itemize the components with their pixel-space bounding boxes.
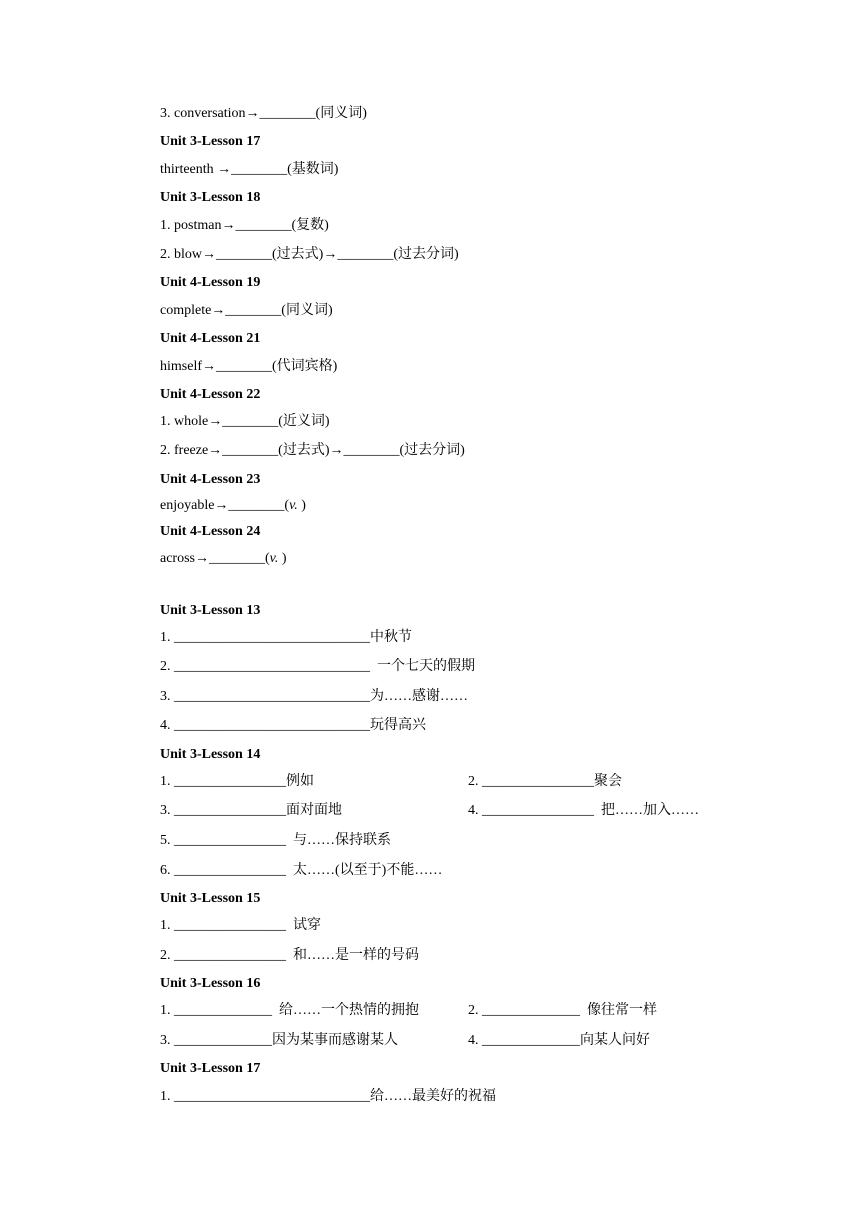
exercise-line: 2. freeze→________(过去式)→________(过去分词) <box>160 443 465 458</box>
phrase-item: 2. ________________ 和……是一样的号码 <box>160 948 419 963</box>
exercise-text: enjoyable→________( <box>160 498 290 513</box>
phrase-item: 5. ________________ 与……保持联系 <box>160 833 391 848</box>
phrase-item: 1. ____________________________给……最美好的祝福 <box>160 1089 496 1104</box>
section-heading: Unit 4-Lesson 22 <box>160 387 261 402</box>
phrase-item: 4. ________________ 把……加入…… <box>468 803 699 818</box>
phrase-item: 2. ____________________________ 一个七天的假期 <box>160 659 475 674</box>
section-heading: Unit 4-Lesson 19 <box>160 275 261 290</box>
exercise-line: 1. postman→________(复数) <box>160 218 329 233</box>
phrase-item: 3. ____________________________为……感谢…… <box>160 689 468 704</box>
exercise-line <box>160 549 287 569</box>
phrase-item: 1. ______________ 给……一个热情的拥抱 <box>160 1003 419 1018</box>
exercise-line: 3. conversation→________(同义词) <box>160 106 367 121</box>
section-heading: Unit 3-Lesson 13 <box>160 603 261 618</box>
section-heading: Unit 3-Lesson 15 <box>160 891 261 906</box>
exercise-text: across→________( <box>160 551 270 566</box>
phrase-item: 1. ________________ 试穿 <box>160 918 321 933</box>
phrase-item: 4. ______________向某人问好 <box>468 1033 650 1048</box>
phrase-item: 2. ________________聚会 <box>468 774 622 789</box>
section-heading: Unit 3-Lesson 16 <box>160 976 261 991</box>
phrase-item: 1. ________________例如 <box>160 774 314 789</box>
exercise-line: 2. blow→________(过去式)→________(过去分词) <box>160 247 459 262</box>
section-heading: Unit 4-Lesson 21 <box>160 331 261 346</box>
part-of-speech-abbr: v. <box>289 498 298 513</box>
exercise-line: thirteenth →________(基数词) <box>160 162 339 177</box>
exercise-text: ) <box>297 498 306 513</box>
phrase-item: 2. ______________ 像往常一样 <box>468 1003 657 1018</box>
part-of-speech-abbr: v. <box>269 551 279 566</box>
phrase-item: 3. ________________面对面地 <box>160 803 342 818</box>
exercise-line: complete→________(同义词) <box>160 303 333 318</box>
phrase-item: 1. ____________________________中秋节 <box>160 630 412 645</box>
exercise-line: 1. whole→________(近义词) <box>160 414 330 429</box>
section-heading: Unit 3-Lesson 18 <box>160 190 261 205</box>
section-heading: Unit 3-Lesson 17 <box>160 134 261 149</box>
exercise-line: himself→________(代词宾格) <box>160 359 338 374</box>
phrase-item: 6. ________________ 太……(以至于)不能…… <box>160 863 443 878</box>
section-heading: Unit 3-Lesson 14 <box>160 747 261 762</box>
phrase-item: 4. ____________________________玩得高兴 <box>160 718 426 733</box>
section-heading: Unit 4-Lesson 23 <box>160 472 261 487</box>
exercise-text: ) <box>278 551 287 566</box>
phrase-item: 3. ______________因为某事而感谢某人 <box>160 1033 398 1048</box>
exercise-line <box>160 496 306 516</box>
section-heading: Unit 4-Lesson 24 <box>160 524 261 539</box>
section-heading: Unit 3-Lesson 17 <box>160 1061 261 1076</box>
